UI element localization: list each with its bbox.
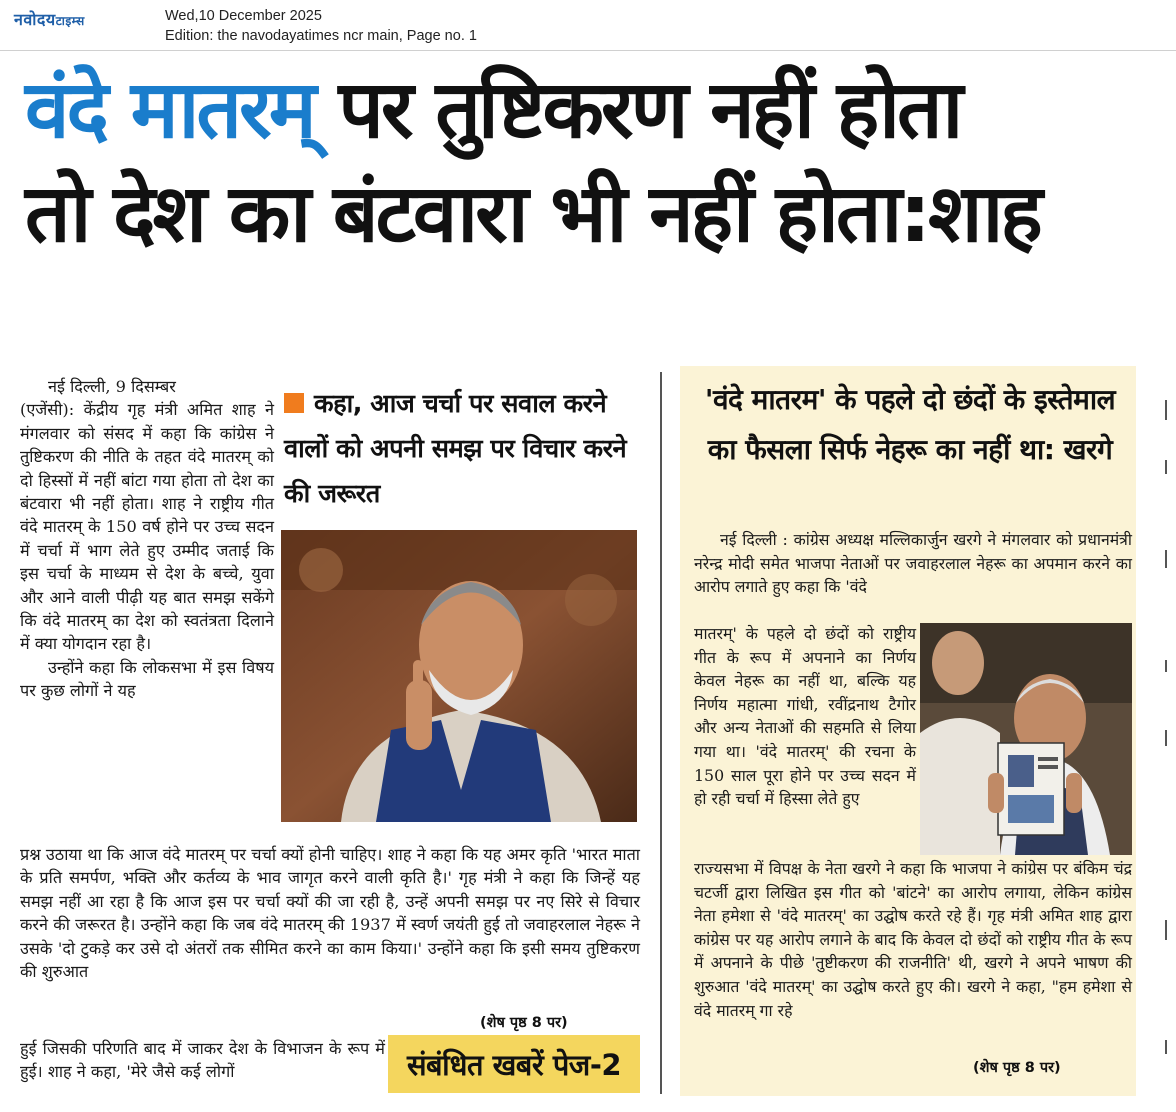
side-continued-page-8-link[interactable]: (शेष पृष्ठ 8 पर) [973,1060,1061,1076]
side-story-headline: 'वंदे मातरम' के पहले दो छंदों के इस्तेमाल का फैसला सिर्फ नेहरू का नहीं था: खरगे [704,383,1116,466]
amit-shah-image [281,530,637,822]
main-story-continued: प्रश्न उठाया था कि आज वंदे मातरम् पर चर्चा क्यों होनी चाहिए। शाह ने कहा कि यह अमर कृति 'भारत माता के प्रति समर्पण, भक्ति और कर्तव्य के भाव जागृत करने वाली कृति है।' गृह मंत्री ने कहा कि जिन्हें यह समझ नहीं आ रहा है कि आज इस पर चर्चा क्यों की जा रही है, उन्हें अपनी समझ पर नए सिरे से विचार करने की जरूरत है। उन्होंने कहा कि जब वंदे मातरम् की 1937 में स्वर्ण जयंती हुई तो जवाहरलाल नेहरू ने उसके 'दो टुकड़े कर उसे दो अंतरों तक सीमित करने का काम किया।' उन्होंने कहा कि इसी समय तुष्टिकरण की शुरुआत [20,845,640,982]
kharge-image [920,623,1132,855]
headline-line-1 [25,58,1175,162]
column-divider [660,372,662,1094]
main-story-para-2: उन्होंने कहा कि लोकसभा में इस विषय पर कुछ लोगों ने यह [20,657,274,701]
story-subhead [284,382,644,517]
continued-page-8-link[interactable]: (शेष पृष्ठ 8 पर) [480,1015,568,1031]
main-headline [25,58,1175,266]
headline-line-2: तो देश का बंटवारा भी नहीं होता:शाह [25,167,1040,260]
bullet-square-icon [284,393,304,413]
dateline: नई दिल्ली, 9 दिसम्बर [48,377,176,396]
headline-highlight: वंदे मातरम् [25,63,314,156]
side-story-column: मातरम्' के पहले दो छंदों को राष्ट्रीय गीत के रूप में अपनाने का निर्णय केवल नेहरू का नहीं था, बल्कि यह निर्णय महात्मा गांधी, रवींद्रनाथ टैगोर और अन्य नेताओं की सहमति से लिया गया था। 'वंदे मातरम्' की रचना के 150 साल पूरा होने पर उच्च सदन में हो रही चर्चा में हिस्सा लेते हुए [694,624,916,809]
kharge-photo [920,623,1132,855]
subhead-text: कहा, आज चर्चा पर सवाल करने वालों को अपनी समझ पर विचार करने की जरूरत [284,389,627,509]
top-divider [0,50,1176,51]
side-story-intro: नई दिल्ली : कांग्रेस अध्यक्ष मल्लिकार्जुन खरगे ने मंगलवार को प्रधानमंत्री नरेन्द्र मोदी समेत भाजपा नेताओं पर जवाहरलाल नेहरू का अपमान करने का आरोप लगाते हुए कहा कि 'वंदे [694,530,1132,597]
edition-name: Edition: the navodayatimes ncr main, Page no. 1 [165,28,477,44]
main-story-para-1: (एजेंसी): केंद्रीय गृह मंत्री अमित शाह ने मंगलवार को संसद में कहा कि कांग्रेस ने तुष्टिकरण की नीति के तहत वंदे मातरम् को दो हिस्सों में नहीं बांटा गया होता तो देश का बंटवारा भी नहीं होता। शाह ने राष्ट्रीय गीत वंदे मातरम् के 150 वर्ष होने पर उच्च सदन में चर्चा में भाग लेते हुए उम्मीद जताई कि इस चर्चा के माध्यम से देश के बच्चे, युवा और आने वाली पीढ़ी यह बात समझ सकेंगे कि वंदे मातरम् का देश को स्वतंत्रता दिलाने में क्या योगदान रहा है। [20,400,274,654]
related-news-banner[interactable]: संबंधित खबरें पेज-2 [388,1035,640,1093]
newspaper-logo [14,8,85,30]
side-story-body: राज्यसभा में विपक्ष के नेता खरगे ने कहा कि भाजपा ने कांग्रेस पर बंकिम चंद्र चटर्जी द्वारा लिखित इस गीत को 'बांटने' का आरोप लगाया, लेकिन कांग्रेस नेता हमेशा से 'वंदे मातरम्' का उद्घोष करते रहे हैं। गृह मंत्री अमित शाह द्वारा कांग्रेस पर यह आरोप लगाने के बाद कि केवल दो छंदों को राष्ट्रीय गीत के रूप में अपनाने के पीछे 'तुष्टीकरण की राजनीति' थी, खरगे ने अपने भाषण की शुरुआत 'वंदे मातरम्' का उद्घोष करते हुए की। खरगे ने कहा, "हम हमेशा से वंदे मातरम् गा रहे [694,859,1132,1020]
edition-info [165,6,477,46]
logo-sub: टाइम्स [55,14,85,28]
main-story-end: हुई जिसकी परिणति बाद में जाकर देश के विभाजन के रूप में हुई। शाह ने कहा, 'मेरे जैसे कई लोगों [20,1039,385,1082]
edition-date: Wed,10 December 2025 [165,8,322,24]
amit-shah-photo [281,530,637,822]
headline-line1-rest: पर तुष्टिकरण नहीं होता [313,63,961,156]
logo-main: नवोदय [14,10,56,29]
page-edge-fragment [1160,400,1172,1090]
main-story-column [20,375,274,703]
